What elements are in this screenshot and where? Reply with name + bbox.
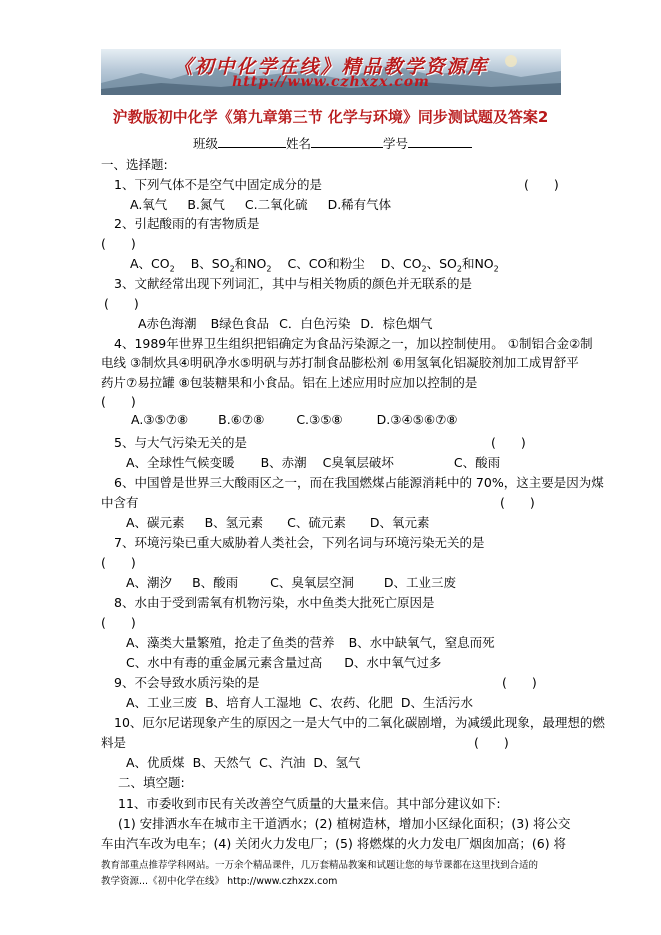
class-label: 班级 [193,136,219,151]
q7-option-c: C、臭氧层空洞 [270,575,354,590]
q4-stem-line1: 4、1989年世界卫生组织把铝确定为食品污染源之一，加以控制使用。 ①制铝合金②制 [114,336,593,351]
q1-options [130,195,391,213]
banner-url[interactable]: http://www.czhxzx.com [232,74,430,90]
q3-options [138,314,433,332]
q5-option-d: C、酸雨 [453,455,501,470]
q1-option-a: A.氧气 [130,197,168,212]
id-label: 学号 [383,136,409,151]
q3-option-b: B绿色食品 [210,316,270,331]
q11-stem-line3: 车由汽车改为电车；(4) 关闭火力发电厂；(5) 将燃煤的火力发电厂烟囱加高；(6) 将 [101,836,567,851]
q8-answer-paren: ( ) [101,615,136,630]
q9-option-c: C、农药、化肥 [309,695,393,710]
q5-option-c: C臭氧层破坏 [322,455,394,470]
q8-options-row1 [126,633,495,651]
q5-answer-paren: ( ) [491,435,526,450]
q6-option-d: D、氧元素 [369,515,430,530]
q7-option-b: B、酸雨 [192,575,239,590]
footer-line1: 教育部重点推荐学科网站。一万余个精品课件，几万套精品教案和试题让您的每节课都在这里找到合适的 [101,860,539,871]
q5-stem: 5、与大气污染无关的是 [114,435,247,450]
q9-option-a: A、工业三废 [126,695,198,710]
q11-stem-line2: (1) 安排洒水车在城市主干道洒水；(2) 植树造林，增加小区绿化面积；(3) 将公交 [118,816,571,831]
q6-options [126,513,430,531]
q10-option-d: D、氢气 [313,755,361,770]
q5-option-a: A、全球性气候变暖 [126,455,235,470]
q1-option-c: C.二氧化硫 [244,197,308,212]
q2-answer-paren: ( ) [101,236,136,251]
q1-stem: 1、下列气体不是空气中固定成分的是 [114,177,322,192]
q2-stem: 2、引起酸雨的有害物质是 [114,216,260,231]
q1-option-d: D.稀有气体 [327,197,392,212]
footer-url[interactable]: http://www.czhxzx.com [227,876,338,887]
q7-answer-paren: ( ) [101,555,136,570]
q6-stem-line1: 6、中国曾是世界三大酸雨区之一，而在我国燃煤占能源消耗中的 70%，这主要是因为煤 [114,475,604,490]
q9-option-b: B、培育人工湿地 [205,695,302,710]
q10-options [126,753,361,771]
q4-options [131,412,457,427]
class-blank [218,134,286,148]
id-blank [408,134,472,148]
section-choice-heading: 一、选择题: [101,157,168,172]
q10-option-b: B、天然气 [192,755,252,770]
section-fill-heading: 二、填空题: [118,775,185,790]
q4-stem-line3: 药片⑦易拉罐 ⑧包装糖果和小食品。铝在上述应用时应加以控制的是 [101,375,478,390]
q6-option-a: A、碳元素 [126,515,185,530]
q6-option-c: C、硫元素 [287,515,346,530]
q4-stem-line2: 电线 ③制炊具④明矾净水⑤明矾与苏打制食品膨松剂 ⑥用氢氧化铝凝胶剂加工成胃舒平 [101,355,579,370]
q10-option-c: C、汽油 [259,755,306,770]
q11-stem-line1: 11、市委收到市民有关改善空气质量的大量来信。其中部分建议如下: [118,796,501,811]
q7-option-a: A、潮汐 [126,575,173,590]
q7-options [126,573,456,591]
footer-site-name: 教学资源...《初中化学在线》 [101,876,225,887]
name-label: 姓名 [286,136,312,151]
q3-stem: 3、文献经常出现下列词汇，其中与相关物质的颜色并无联系的是 [114,276,472,291]
q6-stem-line2: 中含有 [101,495,139,510]
q3-option-c: C．白色污染 [279,316,351,331]
q8-option-a: A、藻类大量繁殖，抢走了鱼类的营养 [126,635,335,650]
q2-option-a: A、$CO_2$ [130,256,175,274]
q1-option-b: B.氮气 [187,197,225,212]
q10-option-a: A、优质煤 [126,755,185,770]
q2-option-b: B、$SO_2$和$NO_2$ [190,256,272,274]
q8-option-d: D、水中氧气过多 [344,655,442,670]
q8-option-c: C、水中有毒的重金属元素含量过高 [126,655,323,670]
q3-option-d: D．棕色烟气 [360,316,433,331]
q2-option-c: C、CO和粉尘 [287,256,365,271]
q8-option-b: B、水中缺氧气，窒息而死 [348,635,495,650]
q1-answer-paren: ( ) [524,177,559,192]
q10-stem-line1: 10、厄尔尼诺现象产生的原因之一是大气中的二氧化碳剧增，为减缓此现象，最理想的燃 [114,715,605,730]
q8-options-row2 [126,653,441,671]
q2-option-d: D、$CO_2$、$SO_2$和$NO_2$ [380,256,499,274]
document-title: 沪教版初中化学《第九章第三节 化学与环境》同步测试题及答案2 [112,108,549,126]
q9-options [126,693,473,711]
footer-line2 [101,874,571,890]
header-banner [101,49,561,95]
q9-answer-paren: ( ) [502,675,537,690]
q4-option-c: C.③⑤⑧ [296,412,343,427]
q8-stem: 8、水由于受到需氧有机物污染，水中鱼类大批死亡原因是 [114,595,435,610]
name-blank [311,134,383,148]
page-footer [101,858,571,890]
q7-option-d: D、工业三废 [383,575,457,590]
q2-options [130,254,499,274]
q9-stem: 9、不会导致水质污染的是 [114,675,260,690]
q4-option-b: B.⑥⑦⑧ [218,412,265,427]
student-info-row [193,134,472,152]
q6-answer-paren: ( ) [500,495,535,510]
q3-option-a: A赤色海潮 [138,316,197,331]
q9-option-d: D、生活污水 [400,695,474,710]
q10-answer-paren: ( ) [474,735,509,750]
banner-title: 《初中化学在线》精品教学资源库 [173,56,489,78]
q3-answer-paren: ( ) [104,296,139,311]
q6-option-b: B、氢元素 [204,515,264,530]
q7-stem: 7、环境污染已重大威胁着人类社会，下列名词与环境污染无关的是 [114,535,485,550]
q4-option-a: A.③⑤⑦⑧ [131,412,189,427]
q10-stem-line2: 料是 [101,735,127,750]
q5-option-b: B、赤潮 [260,455,307,470]
q4-option-d: D.③④⑤⑥⑦⑧ [376,412,458,427]
q4-answer-paren: ( ) [101,394,136,409]
q5-options [126,453,500,471]
